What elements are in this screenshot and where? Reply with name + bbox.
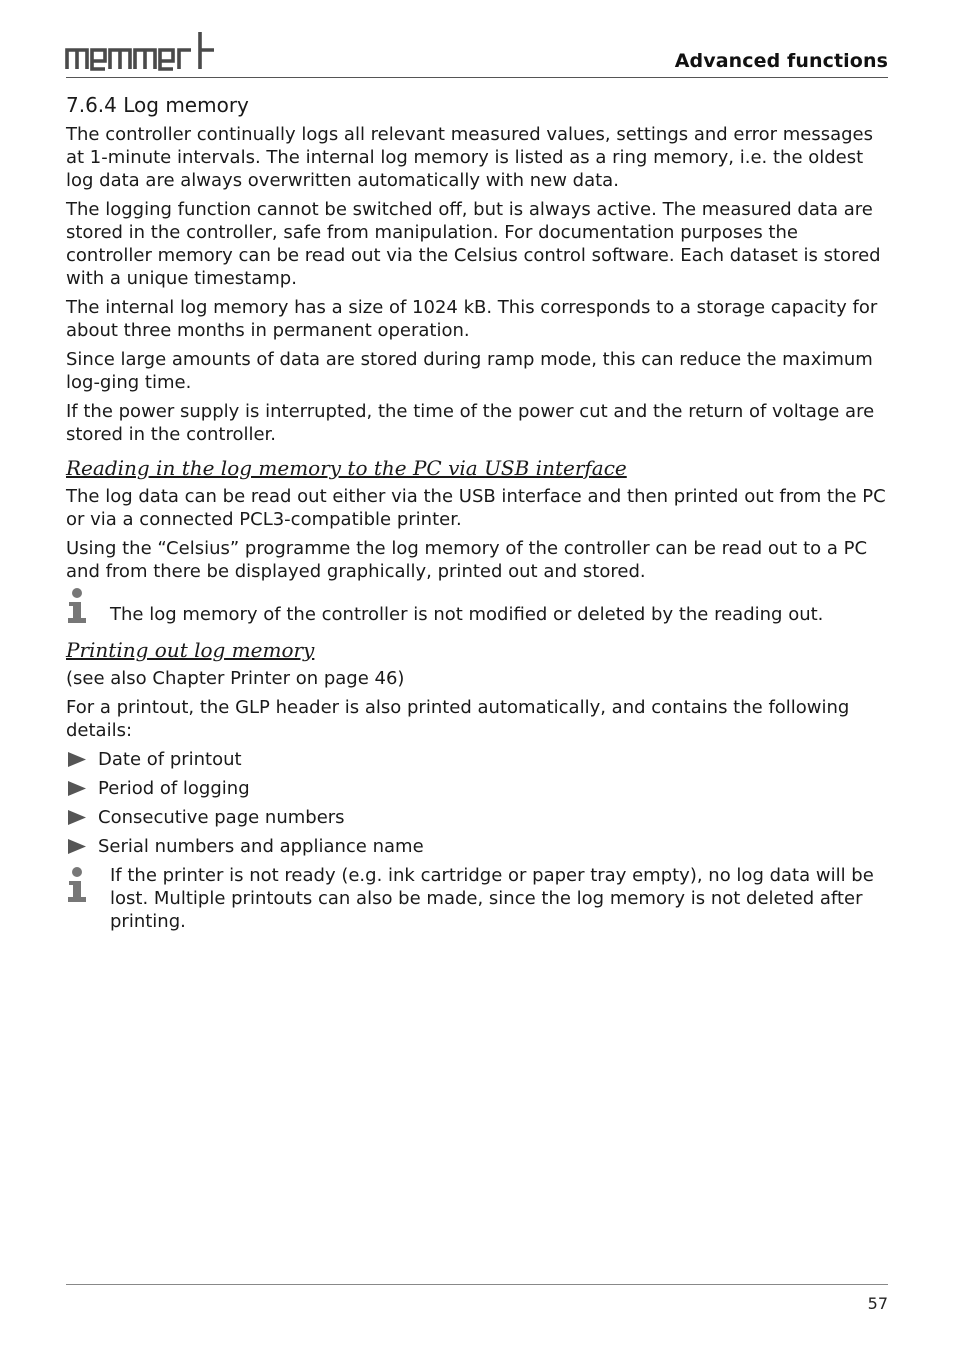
triangle-bullet-icon [68, 810, 86, 825]
info-icon [66, 866, 88, 904]
running-header-title: Advanced functions [674, 50, 888, 72]
memmert-logo [64, 30, 216, 72]
list-item [66, 748, 888, 771]
paragraph: Since large amounts of data are stored during ramp mode, this can reduce the maximum log-ging time. [66, 349, 873, 393]
header-rule [66, 77, 888, 78]
bullet-list [66, 748, 888, 858]
paragraph: Using the “Celsius” programme the log memory of the controller can be read out to a PC and from there be displayed graphically, printed out and stored. [66, 538, 868, 582]
info-note [66, 603, 888, 626]
paragraph: For a printout, the GLP header is also printed automatically, and contains the following details: [66, 697, 850, 741]
paragraph: The internal log memory has a size of 1024 kB. This corresponds to a storage capacity for about three months in permanent operation. [66, 297, 878, 341]
info-note-text: If the printer is not ready (e.g. ink cartridge or paper tray empty), no log data will be lost. Multiple printouts can also be made, since the log memory is not deleted after printing. [110, 865, 874, 932]
info-icon [66, 587, 88, 625]
list-item-text: Date of printout [98, 749, 242, 770]
section-heading: 7.6.4 Log memory [66, 93, 249, 117]
list-item-text: Consecutive page numbers [98, 807, 345, 828]
triangle-bullet-icon [68, 752, 86, 767]
subheading-usb: Reading in the log memory to the PC via USB interface [66, 456, 627, 480]
paragraph: The controller continually logs all relevant measured values, settings and error messages at 1-minute intervals. The internal log memory is listed as a ring memory, i.e. the oldest log data are always overwritten automatically with new data. [66, 124, 874, 191]
info-note [66, 864, 888, 933]
list-item [66, 835, 888, 858]
page-number: 57 [867, 1294, 888, 1313]
paragraph: The log data can be read out either via the USB interface and then printed out from the PC or via a connected PCL3-compatible printer. [66, 486, 886, 530]
list-item-text: Serial numbers and appliance name [98, 836, 424, 857]
paragraph: If the power supply is interrupted, the time of the power cut and the return of voltage are stored in the controller. [66, 401, 875, 445]
triangle-bullet-icon [68, 781, 86, 796]
list-item [66, 806, 888, 829]
footer-rule [66, 1284, 888, 1285]
page-content [66, 90, 888, 933]
info-note-text: The log memory of the controller is not modified or deleted by the reading out. [110, 604, 824, 625]
paragraph: The logging function cannot be switched off, but is always active. The measured data are stored in the controller, safe from manipulation. For documentation purposes the controller memory can be read out via the Celsius control software. Each dataset is stored with a unique timestamp. [66, 199, 881, 289]
list-item [66, 777, 888, 800]
subheading-printing: Printing out log memory [66, 638, 315, 662]
list-item-text: Period of logging [98, 778, 250, 799]
reference-text: (see also Chapter Printer on page 46) [66, 668, 405, 689]
triangle-bullet-icon [68, 839, 86, 854]
